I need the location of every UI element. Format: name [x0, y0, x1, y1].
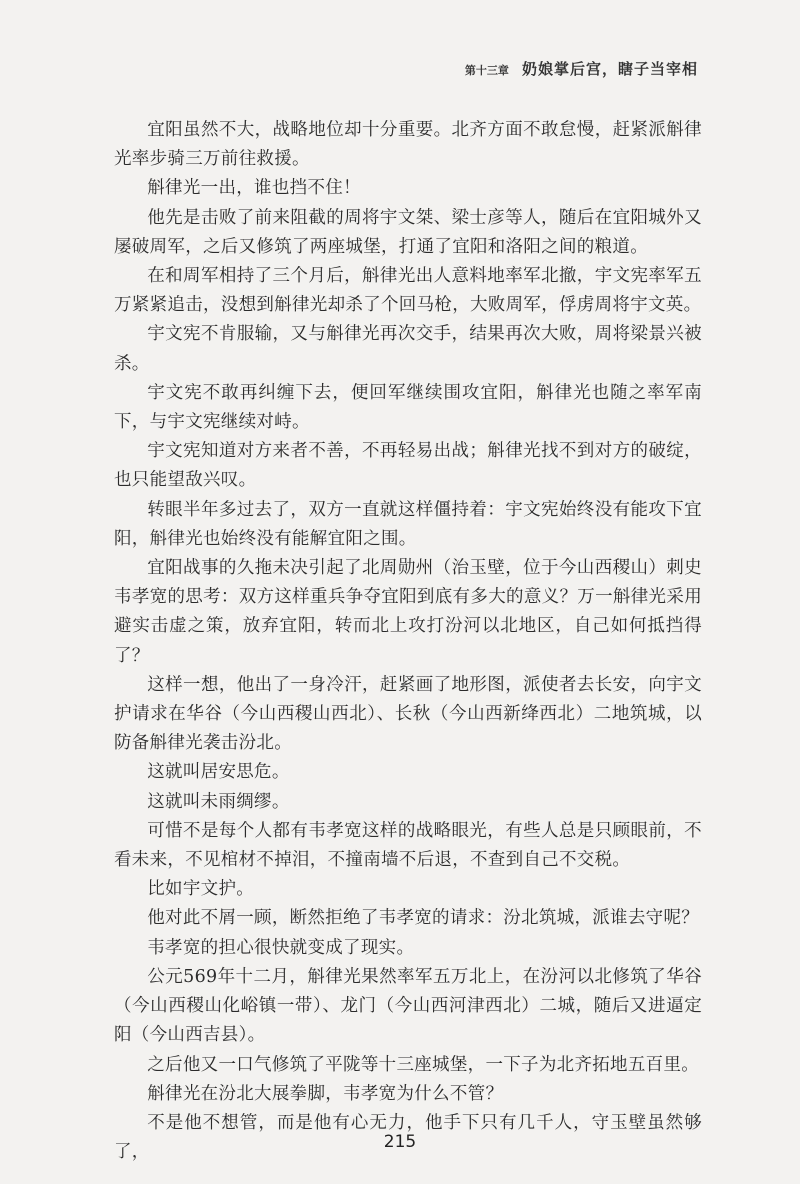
body-text: [114, 116, 702, 1167]
paragraph: 这样一想，他出了一身冷汗，赶紧画了地形图，派使者去长安，向宇文护请求在华谷（今山西稷山西北）、长秋（今山西新绛西北）二地筑城，以防备斛律光袭击汾北。: [114, 674, 702, 754]
paragraph: 这就叫未雨绸缪。: [147, 791, 290, 812]
paragraph: 宇文宪不肯服输，又与斛律光再次交手，结果再次大败，周将梁景兴被杀。: [114, 324, 702, 374]
chapter-number: 第十三章: [464, 64, 509, 77]
paragraph: 之后他又一口气修筑了平陇等十三座城堡，一下子为北齐拓地五百里。: [147, 1054, 700, 1075]
paragraph: 宜阳虽然不大，战略地位却十分重要。北齐方面不敢怠慢，赶紧派斛律光率步骑三万前往救援。: [114, 120, 702, 170]
paragraph: 转眼半年多过去了，双方一直就这样僵持着：宇文宪始终没有能攻下宜阳，斛律光也始终没有能解宜阳之围。: [114, 499, 702, 549]
paragraph: 宇文宪知道对方来者不善，不再轻易出战；斛律光找不到对方的破绽，也只能望敌兴叹。: [114, 441, 702, 491]
paragraph: 他对此不屑一顾，断然拒绝了韦孝宽的请求：汾北筑城，派谁去守呢？: [147, 908, 700, 929]
paragraph: 韦孝宽的担心很快就变成了现实。: [147, 937, 415, 958]
paragraph: 斛律光一出，谁也挡不住！: [147, 178, 361, 199]
paragraph: 斛律光在汾北大展拳脚，韦孝宽为什么不管？: [147, 1083, 504, 1104]
paragraph: 宇文宪不敢再纠缠下去，便回军继续围攻宜阳，斛律光也随之率军南下，与宇文宪继续对峙。: [114, 382, 702, 433]
paragraph: 他先是击败了前来阻截的周将宇文桀、梁士彦等人，随后在宜阳城外又屡破周军，之后又修筑了两座城堡，打通了宜阳和洛阳之间的粮道。: [114, 207, 702, 257]
paragraph: 在和周军相持了三个月后，斛律光出人意料地率军北撤，宇文宪率军五万紧紧追击，没想到斛律光却杀了个回马枪，大败周军，俘虏周将宇文英。: [114, 266, 702, 316]
paragraph: 比如宇文护。: [147, 879, 255, 900]
paragraph: 可惜不是每个人都有韦孝宽这样的战略眼光，有些人总是只顾眼前，不看未来，不见棺材不掉泪，不撞南墙不后退，不查到自己不交税。: [114, 820, 702, 871]
page-number: 215: [383, 1132, 417, 1152]
paragraph: 这就叫居安思危。: [147, 762, 290, 783]
paragraph: 不是他不想管，而是他有心无力，他手下只有几千人，守玉壁虽然够了，: [114, 1112, 702, 1163]
paragraph: 公元569年十二月，斛律光果然率军五万北上，在汾河以北修筑了华谷（今山西稷山化峪镇一带）、龙门（今山西河津西北）二城，随后又进逼定阳（今山西吉县）。: [114, 966, 702, 1046]
chapter-title: 奶娘掌后宫，瞎子当宰相: [521, 60, 698, 78]
paragraph: 宜阳战事的久拖未决引起了北周勋州（治玉壁，位于今山西稷山）刺史韦孝宽的思考：双方这样重兵争夺宜阳到底有多大的意义？万一斛律光采用避实击虚之策，放弃宜阳，转而北上攻打汾河以北地区，自己如何抵挡得了？: [114, 558, 702, 666]
running-header: [465, 58, 698, 79]
